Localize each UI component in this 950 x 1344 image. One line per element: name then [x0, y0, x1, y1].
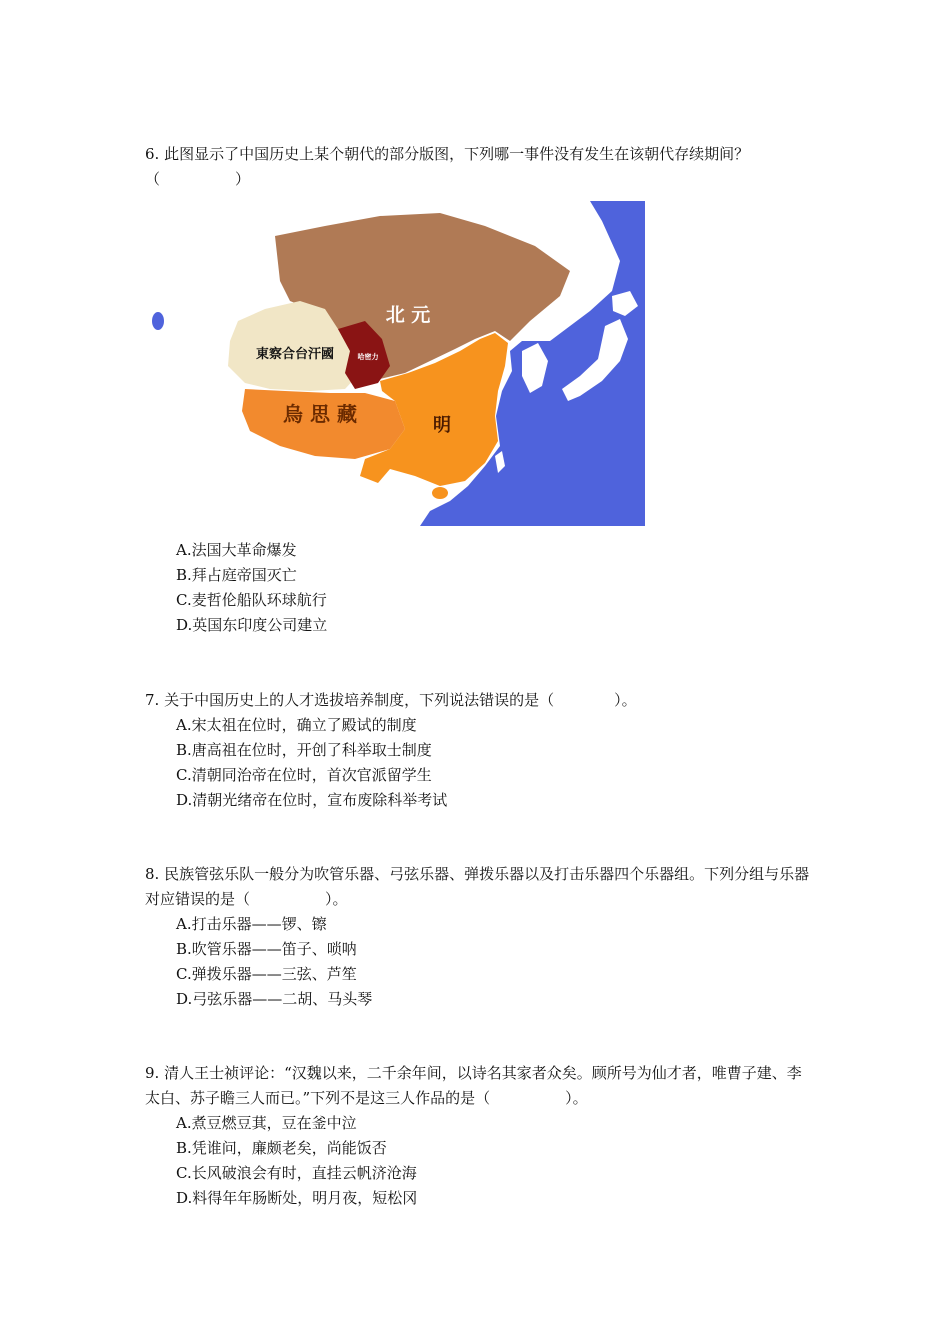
- question-stem: 8. 民族管弦乐队一般分为吹管乐器、弓弦乐器、弹拨乐器以及打击乐器四个乐器组。下列分组与乐器对应错误的是（ ）。: [145, 865, 810, 908]
- question-stem: 7. 关于中国历史上的人才选拔培养制度，下列说法错误的是（ ）。: [145, 691, 637, 709]
- label-chagatai: 東察合台汗國: [255, 347, 335, 362]
- option-b: B.吹管乐器——笛子、唢呐: [176, 940, 357, 958]
- question-9: [145, 1061, 810, 1211]
- option-b: B.拜占庭帝国灭亡: [176, 566, 297, 584]
- label-north-yuan: 北 元: [385, 304, 431, 326]
- question-stem: 6. 此图显示了中国历史上某个朝代的部分版图，下列哪一事件没有发生在该朝代存续期间？（ ）: [145, 145, 750, 188]
- map-hainan: [432, 487, 448, 499]
- option-d: D.弓弦乐器——二胡、马头琴: [176, 990, 373, 1008]
- map-lake: [152, 312, 164, 330]
- option-a: A.打击乐器——锣、镲: [176, 915, 327, 933]
- option-b: B.唐高祖在位时，开创了科举取士制度: [176, 741, 432, 759]
- label-hami: 哈密力: [357, 352, 379, 361]
- historical-map: [150, 201, 645, 526]
- question-6-options: [145, 538, 810, 638]
- option-c: C.清朝同治帝在位时，首次官派留学生: [176, 766, 432, 784]
- option-d: D.英国东印度公司建立: [176, 616, 328, 634]
- question-6: [145, 142, 810, 192]
- label-u-tsang: 烏 思 藏: [283, 402, 357, 426]
- label-ming: 明: [433, 415, 451, 436]
- question-stem: 9. 清人王士祯评论：“汉魏以来，二千余年间，以诗名其家者众矣。顾所号为仙才者，唯曹子建、李太白、苏子瞻三人而已。”下列不是这三人作品的是（ ）。: [145, 1064, 802, 1107]
- option-c: C.麦哲伦船队环球航行: [176, 591, 327, 609]
- option-a: A.煮豆燃豆萁，豆在釜中泣: [176, 1114, 357, 1132]
- option-a: A.法国大革命爆发: [176, 541, 297, 559]
- option-d: D.料得年年肠断处，明月夜，短松冈: [176, 1189, 418, 1207]
- option-c: C.弹拨乐器——三弦、芦笙: [176, 965, 357, 983]
- option-d: D.清朝光绪帝在位时，宣布废除科举考试: [176, 791, 448, 809]
- question-8: [145, 862, 810, 1012]
- question-7: [145, 688, 810, 813]
- option-c: C.长风破浪会有时，直挂云帆济沧海: [176, 1164, 417, 1182]
- option-b: B.凭谁问，廉颇老矣，尚能饭否: [176, 1139, 387, 1157]
- option-a: A.宋太祖在位时，确立了殿试的制度: [176, 716, 417, 734]
